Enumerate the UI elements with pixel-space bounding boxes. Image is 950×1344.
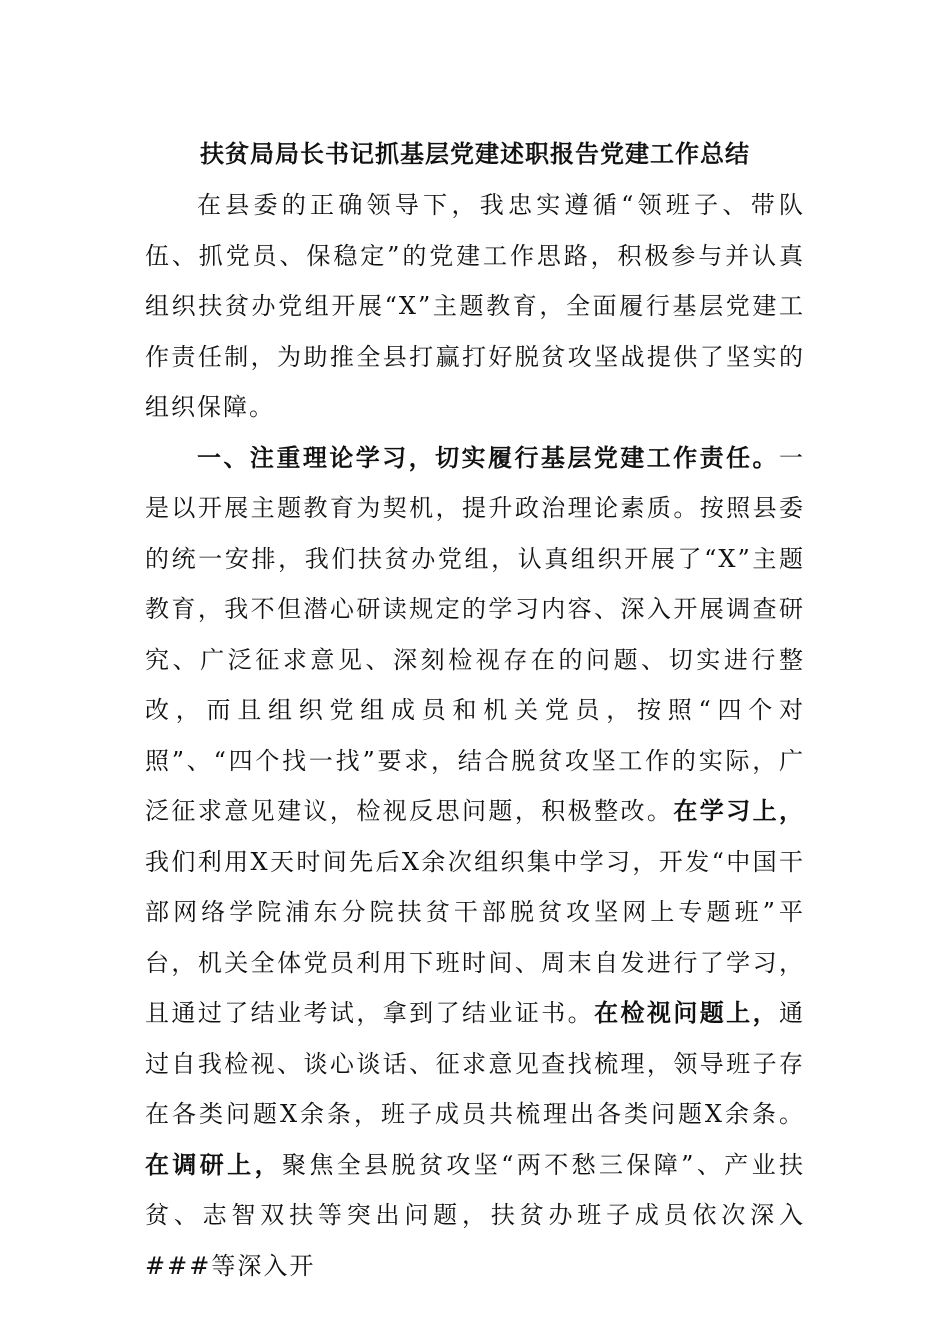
- research-text: 聚焦全县脱贫攻坚“两不愁三保障”、产业扶贫、志智双扶等突出问题，扶贫办班子成员依次深入###等深入开: [145, 1150, 806, 1280]
- intro-paragraph: 在县委的正确领导下，我忠实遵循“领班子、带队伍、抓党员、保稳定”的党建工作思路，积极参与并认真组织扶贫办党组开展“X”主题教育，全面履行基层党建工作责任制，为助推全县打赢打好脱贫攻坚战提供了坚实的组织保障。: [145, 191, 805, 421]
- study-text: 我们利用X天时间先后X余次组织集中学习，开发“中国干部网络学院浦东分院扶贫干部脱贫攻坚网上专题班”平台，机关全体党员利用下班时间、周末自发进行了学习，且通过了结业考试，拿到了结业证书。: [145, 847, 805, 1027]
- section-1-paragraph: [145, 433, 805, 1292]
- section-1-heading: 一、注重理论学习，切实履行基层党建工作责任。: [197, 442, 779, 472]
- review-text: 通过自我检视、谈心谈话、征求意见查找梳理，领导班子存在各类问题X余条，班子成员共梳理出各类问题X余条。: [145, 999, 806, 1128]
- document-body: [145, 180, 805, 1291]
- research-lead: 在调研上，: [145, 1149, 282, 1179]
- document-title: 扶贫局局长书记抓基层党建述职报告党建工作总结: [200, 139, 750, 168]
- section-1-text: 一是以开展主题教育为契机，提升政治理论素质。按照县委的统一安排，我们扶贫办党组，认真组织开展了“X”主题教育，我不但潜心研读规定的学习内容、深入开展调查研究、广泛征求意见、深刻检视存在的问题、切实进行整改，而且组织党组成员和机关党员，按照“四个对照”、“四个找一找”要求，结合脱贫攻坚工作的实际，广泛征求意见建议，检视反思问题，积极整改。: [145, 443, 805, 825]
- review-lead: 在检视问题上，: [594, 998, 780, 1027]
- study-lead: 在学习上，: [673, 796, 806, 825]
